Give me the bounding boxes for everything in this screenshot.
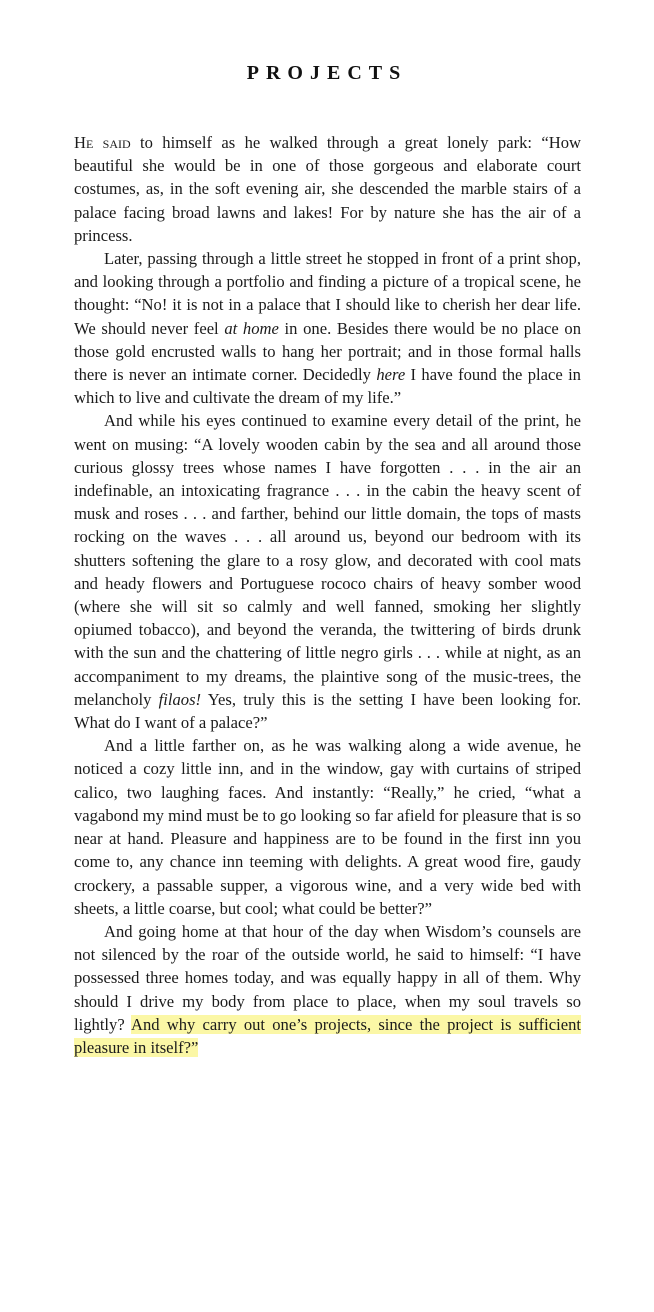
paragraph-3 (74, 409, 581, 734)
paragraph-3-part-b: Yes, truly this is the setting I have been looking for. What do I want of a palace?” (74, 689, 581, 733)
body-text (74, 131, 581, 1059)
paragraph-2 (74, 247, 581, 409)
paragraph-5-text: And going home at that hour of the day when Wisdom’s counsels are not silenced by the roar of the outside world, he said to himself: “I have possessed three homes today, and was equally happy in all of them. Why should I drive my body from place to place, when my soul travels so lightly? (74, 921, 581, 1034)
emphasis-at-home: at home (224, 318, 279, 338)
emphasis-filaos: filaos! (158, 689, 202, 709)
paragraph-2-part-c: I have found the place in which to live and cultivate the dream of my life.” (74, 365, 581, 408)
paragraph-5 (74, 920, 581, 1059)
highlighted-passage[interactable]: And why carry out one’s projects, since the project is sufficient pleasure in itself?” (74, 1014, 581, 1057)
paragraph-2-part-a: Later, passing through a little street he stopped in front of a print shop, and looking through a portfolio and finding a picture of a tropical scene, he thought: “No! it is not in a palace that I should like to cherish her dear life. We should never feel (74, 249, 581, 338)
paragraph-2-part-b: in one. Besides there would be no place on those gold encrusted walls to hang her portrait; and in those formal halls there is never an intimate corner. Decidedly (74, 318, 582, 385)
page-title: PROJECTS (246, 62, 408, 84)
small-caps-lead: He said (74, 133, 131, 152)
paragraph-3-part-a: And while his eyes continued to examine every detail of the print, he went on musing: “A lovely wooden cabin by the sea and all around those curious glossy trees whose names I have forgotten . . . in the air an indefinable, an intoxicating fragrance . . . in the cabin the heavy scent of musk and roses . . . and farther, behind our little domain, the tops of masts rocking on the waves . . . all around us, beyond our bedroom with its shutters softening the glare to a rosy glow, and decorated with cool mats and heady flowers and Portuguese rococo chairs of heavy somber wood (where she will sit so calmly and well fanned, smoking her slightly opiumed tobacco), and beyond the veranda, the twittering of birds drunk with the sun and the chattering of little negro girls . . . while at night, as an accompaniment to my dreams, the plaintive song of the music-trees, the melancholy (74, 411, 581, 709)
paragraph-1 (74, 131, 581, 247)
paragraph-4-text: And a little farther on, as he was walking along a wide avenue, he noticed a cozy little inn, and in the window, gay with curtains of striped calico, two laughing faces. And instantly: “Really,” he cried, “what a vagabond my mind must be to go looking so far afield for pleasure that is so near at hand. Pleasure and happiness are to be found in the first inn you come to, any chance inn teeming with delights. A great wood fire, gaudy crockery, a passable supper, a vigorous wine, and a very wide bed with sheets, a little coarse, but cool; what could be better?” (74, 736, 581, 918)
paragraph-1-text: to himself as he walked through a great lonely park: “How beautiful she would be in one of those gorgeous and elaborate court costumes, as, in the soft evening air, she descended the marble stairs of a palace facing broad lawns and lakes! For by nature she has the air of a princess. (74, 133, 581, 245)
paragraph-4 (74, 734, 581, 920)
emphasis-here: here (376, 365, 406, 385)
